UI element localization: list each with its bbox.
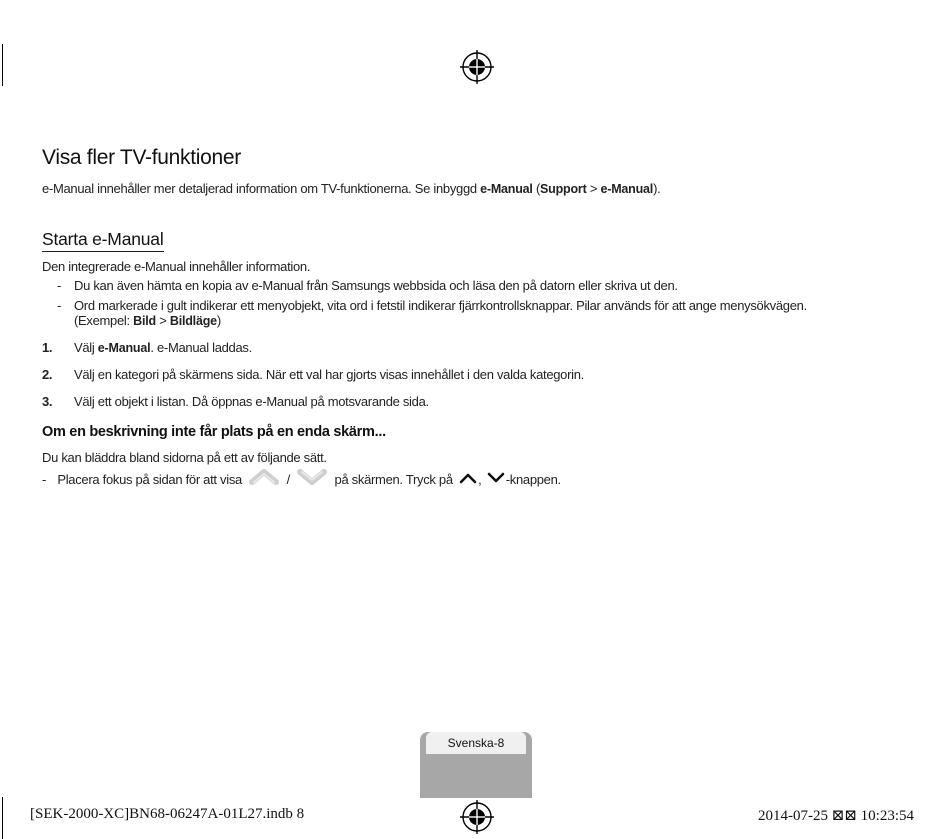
item-text-mid: på skärmen. Tryck på [334,471,453,487]
print-file-info: [SEK-2000-XC]BN68-06247A-01L27.indb 8 [30,806,305,822]
item-text-pre: Placera fokus på sidan för att visa [57,471,242,487]
dash-bullet: - [57,278,62,293]
item-text-post: -knappen. [505,471,561,487]
example-close: ) [216,313,221,328]
item-slash: / [286,471,290,487]
note-text: Du kan även hämta en kopia av e-Manual från Samsungs webbsida och läsa den på datorn eller skriva ut den. [74,278,678,293]
example-separator: > [155,313,170,328]
subsection-item [42,467,561,489]
print-date-info: 2014-07-25 ⊠⊠ 10:23:54 [758,808,914,824]
scroll-down-arrow-icon [297,467,327,494]
note-example [74,313,221,328]
step-text [74,340,252,355]
step-number: 1. [42,340,53,355]
emanual-bold: e-Manual [97,341,151,355]
step-number: 2. [42,367,53,382]
registration-mark-icon [460,800,494,834]
crop-mark-top-left [2,44,3,86]
emanual-bold: e-Manual [480,182,533,196]
subsection-lead: Du kan bläddra bland sidorna på ett av följande sätt. [42,450,327,465]
dash-bullet: - [42,471,47,487]
intro-paren: ( [532,181,541,196]
example-bold: Bildläge [169,314,217,328]
caret-down-icon [487,470,505,492]
example-bold: Bild [133,314,156,328]
intro-paragraph [42,181,660,196]
emanual-bold: e-Manual [600,182,654,196]
step-text-pre: Välj [74,340,98,355]
intro-text: e-Manual innehåller mer detaljerad information om TV-funktionerna. Se inbyggd [42,181,481,196]
page-number: Svenska-8 [447,736,505,750]
caret-up-icon [459,470,477,492]
page-title: Visa fler TV-funktioner [42,146,241,169]
step-text-post: . e-Manual laddas. [150,340,252,355]
section-title: Starta e-Manual [42,229,164,252]
step-number: 3. [42,394,53,409]
subsection-title: Om en beskrivning inte får plats på en enda skärm... [42,424,386,440]
step-text: Välj en kategori på skärmens sida. När ett val har gjorts visas innehållet i den valda kategorin. [74,367,584,382]
intro-close: ). [653,181,661,196]
intro-separator: > [586,181,601,196]
step-text: Välj ett objekt i listan. Då öppnas e-Manual på motsvarande sida. [74,394,429,409]
section-lead: Den integrerade e-Manual innehåller information. [42,259,311,274]
note-text: Ord markerade i gult indikerar ett menyobjekt, vita ord i fetstil indikerar fjärrkontrollsknappar. Pilar används för att ange menysökvägen. [74,298,807,313]
support-bold: Support [540,182,587,196]
item-comma: , [478,471,482,487]
dash-bullet: - [57,298,62,313]
scroll-up-arrow-icon [249,467,279,494]
example-prefix: (Exempel: [74,313,134,328]
registration-mark-icon [460,50,494,84]
crop-mark-bottom-left [2,797,3,839]
